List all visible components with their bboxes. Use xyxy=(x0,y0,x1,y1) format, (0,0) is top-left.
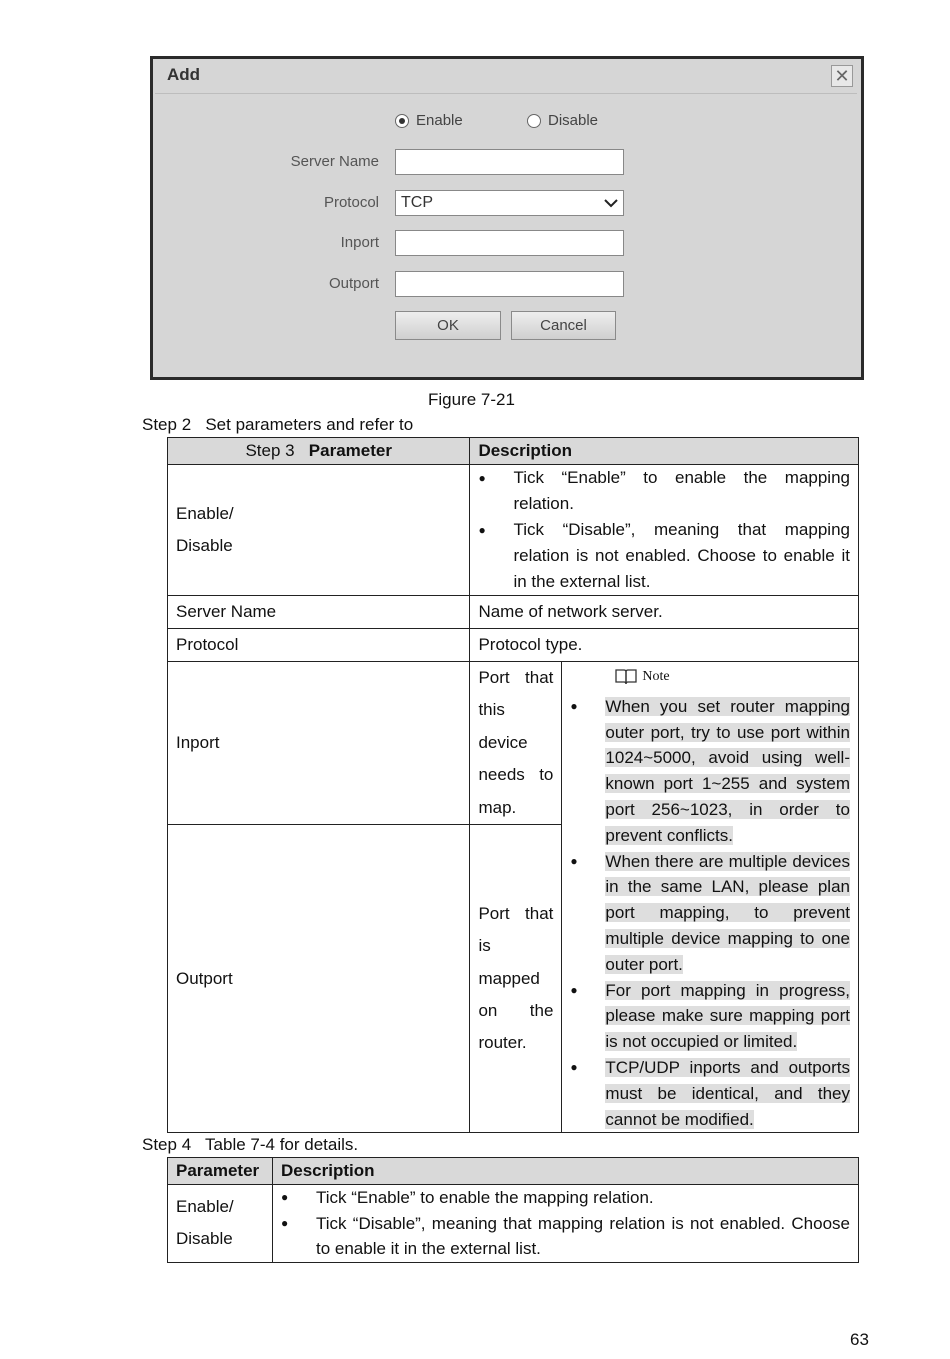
note-bullet-text: For port mapping in progress, please make sure mapping port is not occupied or limited. xyxy=(605,980,850,1052)
note-cell xyxy=(562,662,859,1133)
note-bullet-2 xyxy=(570,849,850,978)
header-param: Parameter xyxy=(308,441,392,460)
header-param-cell xyxy=(168,438,470,465)
table2-bullet-1: ● Tick “Enable” to enable the mapping relation. xyxy=(281,1185,850,1211)
radio-checked-icon[interactable] xyxy=(395,114,409,128)
table2-desc-cell xyxy=(272,1185,858,1263)
dialog-body xyxy=(155,93,857,376)
protocol-select[interactable] xyxy=(395,190,624,216)
enable-radio-label: Enable xyxy=(416,112,463,129)
table-row xyxy=(168,662,859,825)
chevron-down-icon xyxy=(603,195,619,211)
note-bullet-text: When you set router mapping outer port, try to use port within 1024~5000, avoid using well-known port 1~255 and system port 256~1023, in order to prevent conflicts. xyxy=(605,696,850,845)
table2-param-cell xyxy=(168,1185,273,1263)
inport-desc-line: this xyxy=(478,700,505,720)
inport-desc-cell xyxy=(470,662,562,825)
inport-desc-line: needs to xyxy=(478,765,554,785)
outport-desc-line: mapped xyxy=(478,968,540,988)
note-bullet-4 xyxy=(570,1055,850,1132)
outport-desc-line: on the xyxy=(478,1000,554,1020)
step4-label: Step 4 xyxy=(142,1135,192,1154)
inport-input[interactable] xyxy=(395,230,624,256)
outport-desc-line: router. xyxy=(478,1033,527,1053)
note-bullet-text: When there are multiple devices in the same LAN, please plan port mapping, to prevent multiple device mapping to one outer port. xyxy=(605,851,850,974)
protocol-label: Protocol xyxy=(323,194,379,211)
step2-text: Set parameters and refer to xyxy=(205,415,414,434)
table2-param-2: Disable xyxy=(176,1229,233,1249)
table2-bullet-2: ● Tick “Disable”, meaning that mapping relation is not enabled. Choose to enable it in the external list. xyxy=(281,1211,850,1262)
disable-radio-label: Disable xyxy=(548,112,599,129)
server-name-label: Server Name xyxy=(290,153,379,170)
enable-bullet-2: ● Tick “Disable”, meaning that mapping relation is not enabled. Choose to enable it in the external list. xyxy=(478,517,850,595)
note-bullet-3 xyxy=(570,978,850,1055)
disable-radio[interactable] xyxy=(527,112,598,129)
server-name-desc: Name of network server. xyxy=(470,596,859,629)
table-row xyxy=(168,1185,859,1263)
table2-header-param: Parameter xyxy=(168,1158,273,1185)
enable-radio[interactable] xyxy=(395,112,463,129)
dialog-title: Add xyxy=(167,65,201,84)
cancel-button[interactable]: Cancel xyxy=(511,311,616,340)
server-name-input[interactable] xyxy=(395,149,624,175)
ok-button[interactable]: OK xyxy=(395,311,501,340)
step4-text: Table 7-4 for details. xyxy=(205,1135,359,1154)
table-row xyxy=(168,596,859,629)
enable-param-cell xyxy=(168,465,470,596)
outport-param: Outport xyxy=(168,825,470,1133)
inport-label: Inport xyxy=(340,234,379,251)
figure-caption: Figure 7-21 xyxy=(428,390,515,409)
step2-label: Step 2 xyxy=(142,415,192,434)
add-dialog xyxy=(150,56,864,380)
step2-line xyxy=(142,415,413,435)
table-row xyxy=(168,465,859,596)
note-heading xyxy=(570,664,850,690)
outport-label: Outport xyxy=(328,275,379,292)
parameter-table xyxy=(167,437,859,1133)
enable-desc-cell xyxy=(470,465,859,596)
table-header-row xyxy=(168,1158,859,1185)
table-header-row xyxy=(168,438,859,465)
header-step: Step 3 xyxy=(245,441,295,460)
inport-desc-line: device xyxy=(478,732,528,752)
enable-param-2: Disable xyxy=(176,536,233,555)
note-label: Note xyxy=(642,669,670,684)
outport-input[interactable] xyxy=(395,271,624,297)
server-name-param: Server Name xyxy=(168,596,470,629)
outport-desc-line: is xyxy=(478,936,491,956)
table-row xyxy=(168,629,859,662)
note-bullet-1 xyxy=(570,694,850,849)
inport-desc-line: map. xyxy=(478,797,517,817)
outport-desc-line: Port that xyxy=(478,903,554,923)
protocol-desc: Protocol type. xyxy=(470,629,859,662)
table2-bullets xyxy=(281,1185,850,1262)
enable-bullets xyxy=(478,465,850,595)
page-number: 63 xyxy=(850,1330,869,1349)
inport-param: Inport xyxy=(168,662,470,825)
protocol-value: TCP xyxy=(401,194,433,211)
header-desc: Description xyxy=(470,438,859,465)
table2-header-desc: Description xyxy=(272,1158,858,1185)
enable-param-1: Enable/ xyxy=(176,504,234,523)
book-icon xyxy=(614,668,638,686)
inport-desc-line: Port that xyxy=(478,668,554,688)
outport-desc-cell xyxy=(470,825,562,1133)
step4-line xyxy=(142,1135,358,1155)
note-bullets xyxy=(570,694,850,1133)
radio-unchecked-icon[interactable] xyxy=(527,114,541,128)
close-icon[interactable]: ✕ xyxy=(831,65,853,87)
enable-table xyxy=(167,1157,859,1263)
enable-bullet-1: ● Tick “Enable” to enable the mapping relation. xyxy=(478,465,850,517)
table2-param-1: Enable/ xyxy=(176,1197,234,1217)
note-bullet-text: TCP/UDP inports and outports must be identical, and they cannot be modified. xyxy=(605,1057,850,1129)
protocol-param: Protocol xyxy=(168,629,470,662)
